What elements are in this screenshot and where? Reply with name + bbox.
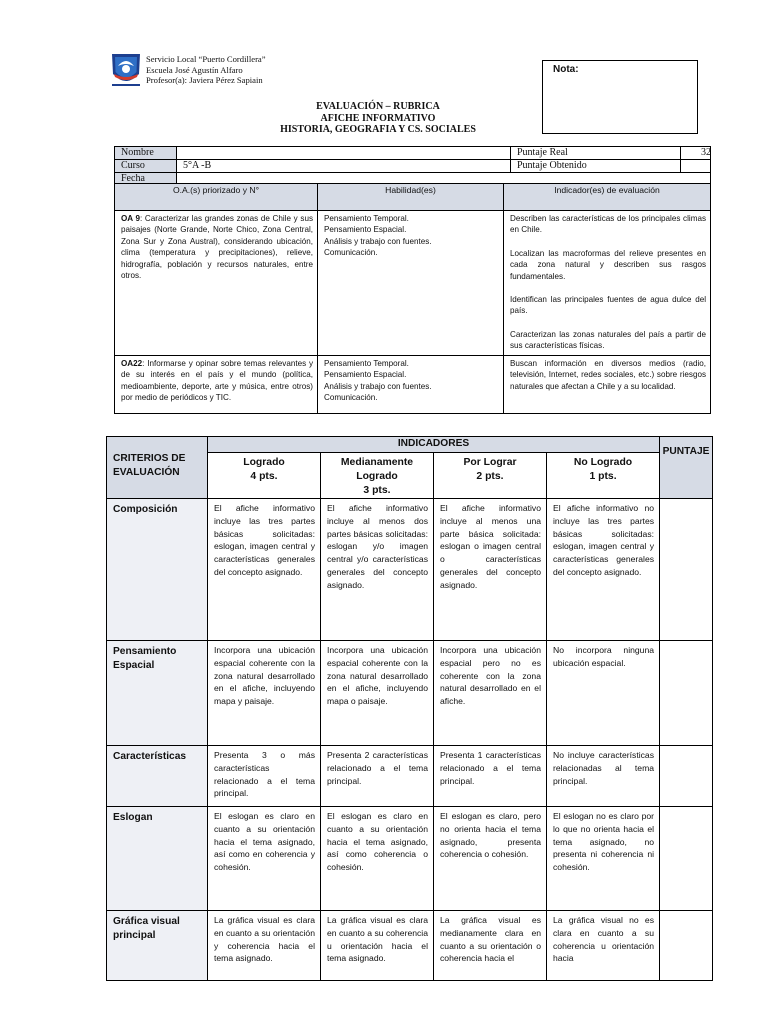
indicator-item: Localizan las macroformas del relieve presentes en cada zona natural y describen sus rasgos fundamentales. [510, 248, 706, 281]
school-service: Servicio Local “Puerto Cordillera” [146, 54, 266, 64]
rubric-row [107, 499, 713, 641]
rubric-cell: Presenta 1 características relacionado a el tema principal. [434, 746, 547, 807]
oa-table [114, 183, 711, 414]
school-info [146, 54, 266, 86]
level-points: 2 pts. [476, 471, 504, 482]
score-cell[interactable] [660, 641, 713, 746]
skill-item: Pensamiento Espacial. [324, 225, 407, 235]
indicators-cell [504, 356, 711, 414]
real-score-value: 32 [681, 147, 711, 160]
rubric-cell: La gráfica visual es clara en cuanto a su coherencia u orientación hacia el tema asignado. [321, 911, 434, 981]
rubric-row [107, 911, 713, 981]
course-value: 5°A -B [177, 160, 511, 173]
obtained-score-field[interactable] [681, 160, 711, 173]
indicators-cell [504, 211, 711, 356]
rubric-cell: Incorpora una ubicación espacial coherente con la zona natural desarrollado en el afiche, incluyendo mapa y paisaje. [208, 641, 321, 746]
indicator-item: Caracterizan las zonas naturales del país a partir de sus características físicas. [510, 329, 706, 351]
skills-cell [318, 211, 504, 356]
name-field[interactable] [177, 147, 511, 160]
rubric-table [106, 436, 713, 981]
criterion-label: Eslogan [107, 807, 208, 911]
oa-text: : Caracterizar las grandes zonas de Chile y sus paisajes (Norte Grande, Norte Chico, Zona Central, Zona Sur y Zona Austral), considerando ubicación, clima (temperatura y precipitaciones), relieve, hidrografía, población y recursos naturales, entre otros. [121, 214, 313, 281]
rubric-row [107, 641, 713, 746]
title-evaluation: EVALUACIÓN – RUBRICA [316, 101, 440, 112]
obtained-score-label: Puntaje Obtenido [511, 160, 681, 173]
level-in-progress [434, 453, 547, 499]
indicator-item: Describen las características de los principales climas en Chile. [510, 214, 706, 235]
indicator-item: Identifican las principales fuentes de agua dulce del país. [510, 295, 706, 316]
rubric-cell: El eslogan es claro, pero no orienta hacia el tema asignado, presenta coherencia o cohesión. [434, 807, 547, 911]
rubric-cell: Presenta 2 características relacionado a el tema principal. [321, 746, 434, 807]
rubric-row [107, 746, 713, 807]
student-info-table [114, 146, 711, 186]
skill-item: Pensamiento Temporal. [324, 359, 409, 368]
score-cell[interactable] [660, 499, 713, 641]
level-name: Logrado [243, 457, 285, 468]
criterion-label: Gráfica visual principal [107, 911, 208, 981]
date-label: Fecha [115, 173, 177, 186]
criteria-header: CRITERIOS DE EVALUACIÓN [107, 437, 208, 499]
oa-text: : Informarse y opinar sobre temas relevantes y de su interés en el país y el mundo (política, medioambiente, deporte, arte y música, entre otros) por medio de periódicos y TIC. [121, 359, 313, 403]
skill-item: Pensamiento Espacial. [324, 370, 407, 380]
grade-label: Nota: [553, 64, 579, 75]
title-poster: AFICHE INFORMATIVO [320, 112, 436, 124]
criterion-label: Características [107, 746, 208, 807]
rubric-cell: Incorpora una ubicación espacial pero no es coherente con la zona natural desarrollado en el afiche. [434, 641, 547, 746]
score-cell[interactable] [660, 746, 713, 807]
rubric-cell: No incorpora ninguna ubicación espacial. [547, 641, 660, 746]
rubric-cell: La gráfica visual es clara en cuanto a su orientación y coherencia hacia el tema asignado. [208, 911, 321, 981]
level-partially-achieved [321, 453, 434, 499]
level-name: Medianamente Logrado [340, 457, 414, 482]
indicators-group-header: INDICADORES [208, 437, 660, 453]
criterion-label: Pensamiento Espacial [107, 641, 208, 746]
real-score-label: Puntaje Real [511, 147, 681, 160]
skill-item: Comunicación. [324, 248, 378, 258]
grade-box[interactable] [542, 60, 698, 134]
skill-item: Pensamiento Temporal. [324, 214, 409, 223]
school-logo [106, 50, 146, 90]
rubric-cell: No incluye características relacionadas al tema principal. [547, 746, 660, 807]
level-points: 4 pts. [250, 471, 278, 482]
rubric-row [107, 807, 713, 911]
rubric-cell: La gráfica visual es medianamente clara en cuanto a su orientación o coherencia hacia el [434, 911, 547, 981]
oa-code: OA22 [121, 359, 143, 368]
school-name: Escuela José Agustín Alfaro [146, 64, 243, 75]
indicators-header: Indicador(es) de evaluación [504, 184, 711, 211]
rubric-cell: El afiche informativo incluye al menos dos partes básicas solicitadas: eslogan y/o imagen central y/o características generales del concepto asignado. [321, 499, 434, 641]
rubric-cell: El afiche informativo incluye las tres partes básicas solicitadas: eslogan, imagen central y características generales del concepto asignado. [208, 499, 321, 641]
skills-header: Habilidad(es) [318, 184, 504, 211]
document-title [236, 101, 520, 136]
teacher-name: Profesor(a): Javiera Pérez Sapiain [146, 75, 263, 85]
rubric-cell: El eslogan es claro en cuanto a su orientación hacia el tema asignado, así como en coherencia y cohesión. [208, 807, 321, 911]
level-points: 1 pts. [589, 471, 617, 482]
skill-item: Análisis y trabajo con fuentes. [324, 381, 432, 391]
oa-cell [115, 211, 318, 356]
skill-item: Análisis y trabajo con fuentes. [324, 236, 432, 246]
level-name: Por Lograr [463, 457, 517, 468]
level-achieved [208, 453, 321, 499]
indicator-item: Buscan información en diversos medios (radio, televisión, Internet, redes sociales, etc.) sobre riesgos naturales que afectan a Chile y a su localidad. [510, 359, 706, 391]
name-label: Nombre [115, 147, 177, 160]
score-cell[interactable] [660, 911, 713, 981]
title-subject: HISTORIA, GEOGRAFIA Y CS. SOCIALES [280, 124, 476, 135]
level-name: No Logrado [573, 457, 633, 468]
rubric-cell: El eslogan no es claro por lo que no orienta hacia el tema asignado, no presenta ni coherencia ni cohesión. [547, 807, 660, 911]
oa-header: O.A.(s) priorizado y N° [115, 184, 318, 211]
level-points: 3 pts. [363, 485, 391, 496]
score-header: PUNTAJE [660, 437, 713, 499]
skills-cell [318, 356, 504, 414]
oa-cell [115, 356, 318, 414]
level-not-achieved [547, 453, 660, 499]
rubric-cell: Presenta 3 o más características relacionado a el tema principal. [208, 746, 321, 807]
course-label: Curso [115, 160, 177, 173]
rubric-cell: El afiche informativo no incluye las tres partes básicas solicitadas: eslogan, imagen central y características generales del concepto asignado. [547, 499, 660, 641]
criterion-label: Composición [107, 499, 208, 641]
skill-item: Comunicación. [324, 393, 378, 403]
oa-code: OA 9 [121, 214, 141, 223]
rubric-cell: Incorpora una ubicación espacial coherente con la zona natural desarrollado en el afiche, incluyendo mapa o paisaje. [321, 641, 434, 746]
rubric-cell: El eslogan es claro en cuanto a su orientación hacia el tema asignado, así como coherencia o cohesión. [321, 807, 434, 911]
rubric-cell: La gráfica visual no es clara en cuanto a su coherencia u orientación hacia [547, 911, 660, 981]
rubric-cell: El afiche informativo incluye al menos una parte básica solicitada: eslogan o imagen central o características generales del concepto asignado. [434, 499, 547, 641]
score-cell[interactable] [660, 807, 713, 911]
